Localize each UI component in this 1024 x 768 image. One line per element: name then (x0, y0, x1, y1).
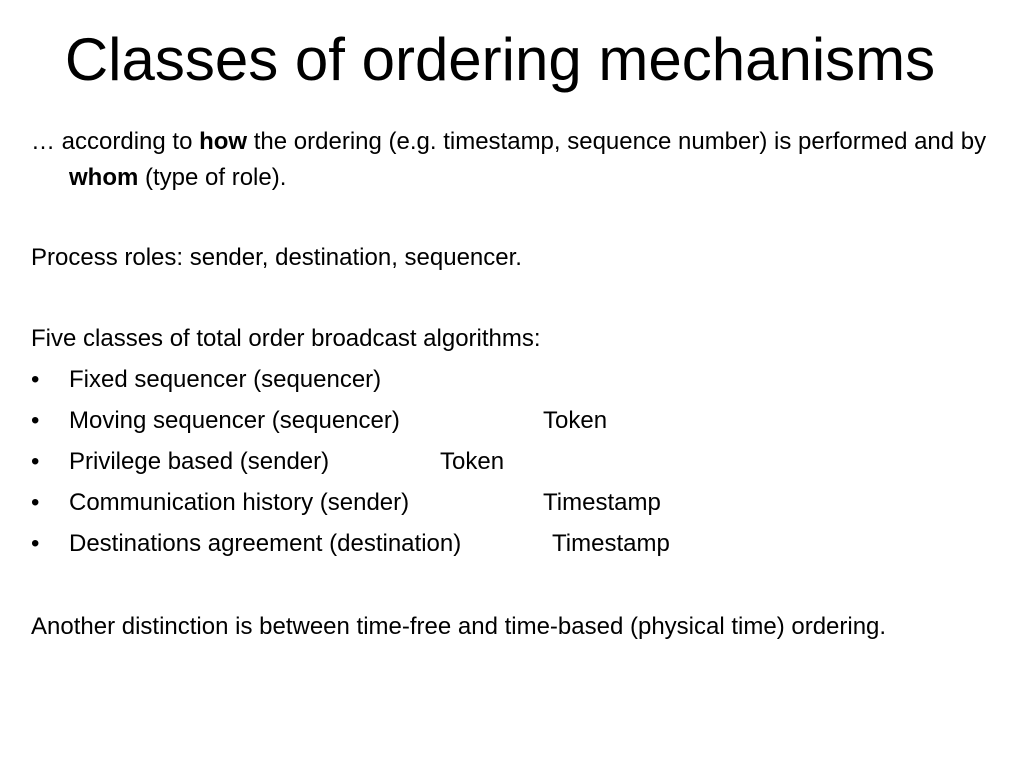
intro-prefix: … according to (31, 128, 200, 155)
class-name: Moving sequencer (sequencer) (69, 407, 400, 434)
intro-suffix: (type of role). (138, 164, 287, 191)
list-item (31, 485, 991, 526)
bullet-icon: • (31, 407, 40, 434)
bullet-icon: • (31, 530, 40, 557)
class-tag: Timestamp (543, 489, 661, 516)
intro-paragraph (31, 124, 1024, 196)
classes-heading: Five classes of total order broadcast algorithms: (31, 325, 541, 352)
intro-middle: the ordering (e.g. timestamp, sequence number) is performed and by (247, 128, 987, 155)
class-name: Destinations agreement (destination) (69, 530, 462, 557)
list-item (31, 362, 991, 403)
class-tag: Timestamp (552, 530, 670, 557)
class-name: Communication history (sender) (69, 489, 410, 516)
class-name: Privilege based (sender) (69, 448, 330, 475)
list-item (31, 444, 991, 485)
class-name: Fixed sequencer (sequencer) (69, 366, 382, 393)
class-tag: Token (543, 407, 608, 434)
list-item (31, 526, 991, 567)
bullet-icon: • (31, 366, 40, 393)
bullet-icon: • (31, 489, 40, 516)
process-roles-text: Process roles: sender, destination, sequencer. (31, 244, 522, 271)
intro-whom: whom (69, 164, 139, 191)
intro-how: how (199, 128, 248, 155)
closing-paragraph: Another distinction is between time-free and time-based (physical time) ordering. (31, 613, 887, 640)
slide-title: Classes of ordering mechanisms (64, 26, 936, 93)
class-tag: Token (440, 448, 505, 475)
bullet-icon: • (31, 448, 40, 475)
classes-list (31, 362, 991, 567)
list-item (31, 403, 991, 444)
